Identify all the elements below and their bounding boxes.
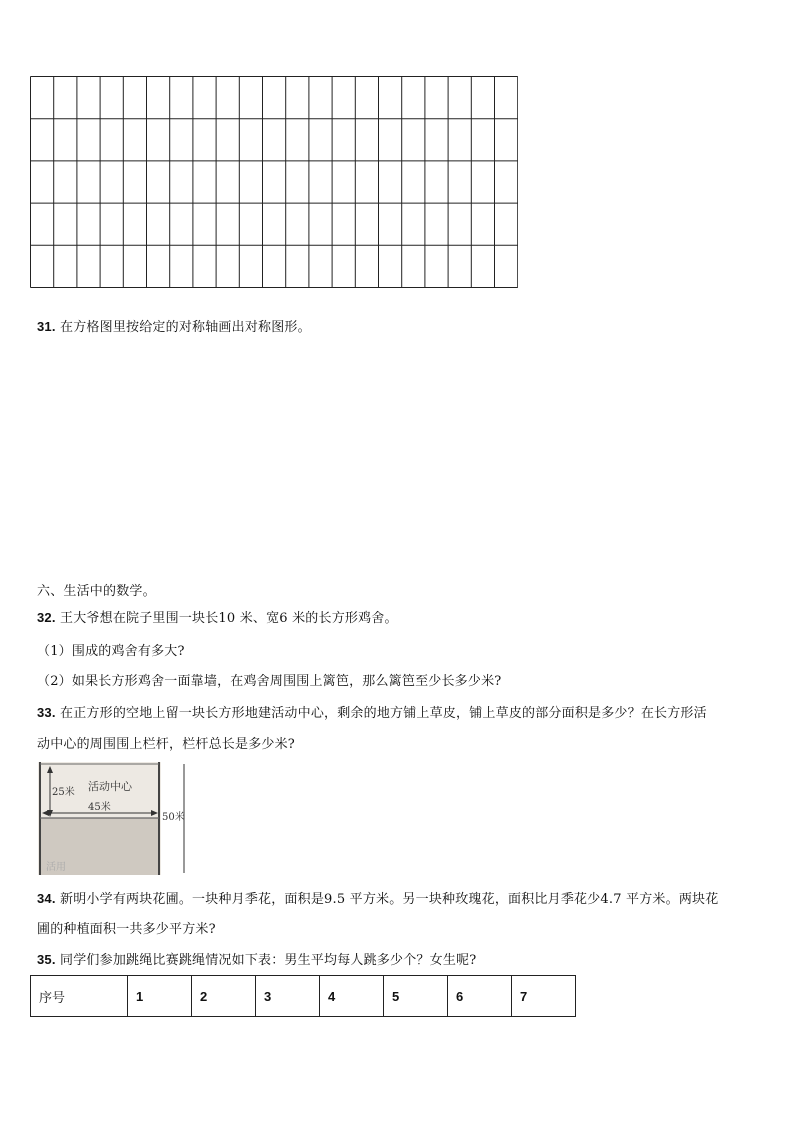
question-35 [37, 949, 476, 968]
table-cell: 3 [256, 976, 320, 1017]
table-cell: 6 [448, 976, 512, 1017]
question-text-line-1: 新明小学有两块花圃。一块种月季花，面积是9.5 平方米。另一块种玫瑰花，面积比月季花少4.7 平方米。两块花 [60, 892, 719, 907]
question-text: 王大爷想在院子里围一块长10 米、宽6 米的长方形鸡舍。 [60, 611, 398, 626]
bottom-label: 活用 [46, 862, 66, 873]
question-34 [37, 888, 718, 907]
rope-skipping-table [30, 975, 576, 1017]
table-cell: 7 [512, 976, 576, 1017]
answer-grid [30, 76, 518, 290]
table-header-row [31, 976, 576, 1017]
question-text: 同学们参加跳绳比赛跳绳情况如下表：男生平均每人跳多少个？女生呢? [60, 953, 477, 968]
question-33 [37, 702, 707, 721]
question-32-sub-2: （2）如果长方形鸡舍一面靠墙，在鸡舍周围围上篱笆，那么篱笆至少长多少米? [37, 674, 502, 689]
symmetry-figures [0, 360, 794, 540]
table-cell: 1 [128, 976, 192, 1017]
question-34-line-2: 圃的种植面积一共多少平方米? [37, 922, 216, 937]
question-text: 在方格图里按给定的对称轴画出对称图形。 [60, 320, 311, 335]
question-number: 34. [37, 891, 56, 906]
table-cell: 4 [320, 976, 384, 1017]
activity-center-figure [36, 760, 196, 878]
activity-center-label: 活动中心 [88, 780, 132, 793]
width-label: 45米 [88, 802, 111, 813]
question-31 [37, 316, 311, 335]
table-cell: 2 [192, 976, 256, 1017]
question-32 [37, 607, 398, 626]
table-cell: 5 [384, 976, 448, 1017]
section-title: 六、生活中的数学。 [37, 584, 156, 599]
question-number: 32. [37, 610, 56, 625]
question-number: 35. [37, 952, 56, 967]
height-label: 25米 [52, 787, 75, 798]
question-number: 31. [37, 319, 56, 334]
question-text-line-1: 在正方形的空地上留一块长方形地建活动中心，剩余的地方铺上草皮，铺上草皮的部分面积是多少？在长方形活 [60, 706, 707, 721]
question-32-sub-1: （1）围成的鸡舍有多大? [37, 644, 185, 659]
table-header-cell: 序号 [31, 976, 128, 1017]
side-label: 50米 [162, 812, 185, 823]
question-33-line-2: 动中心的周围围上栏杆，栏杆总长是多少米? [37, 737, 295, 752]
question-number: 33. [37, 705, 56, 720]
